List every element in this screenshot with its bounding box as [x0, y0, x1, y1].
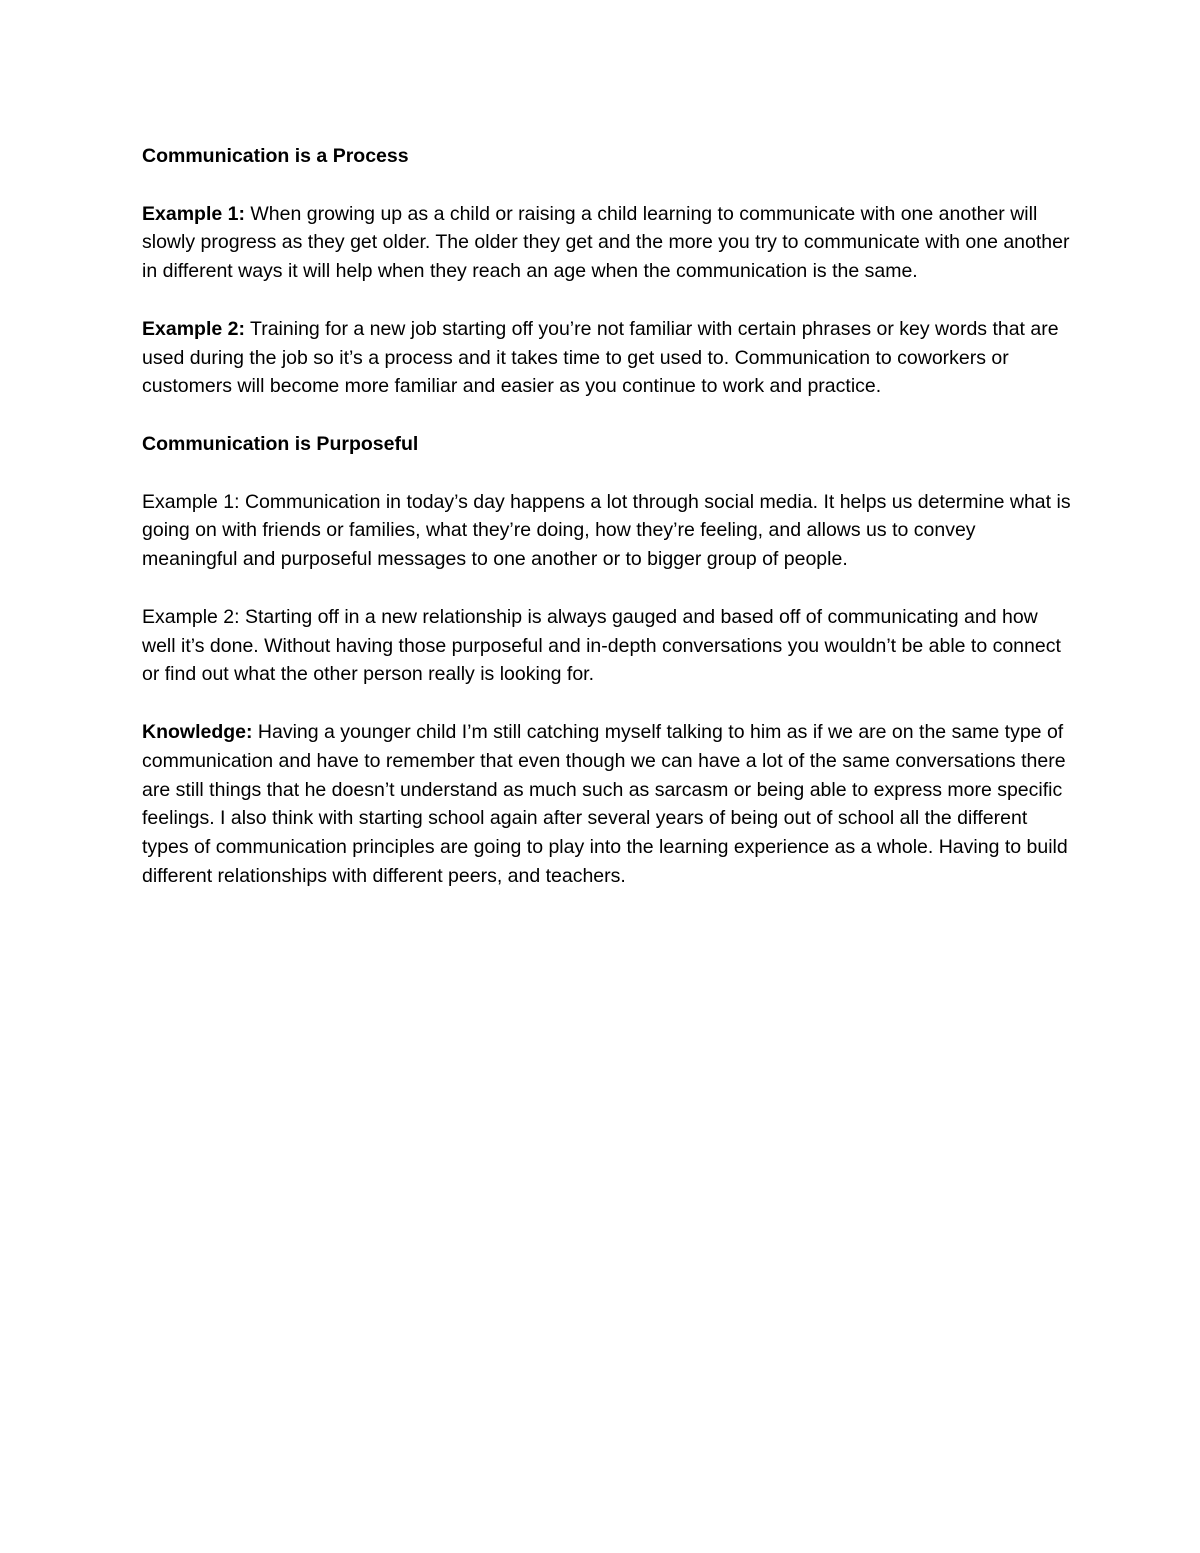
paragraph-knowledge: [142, 718, 1072, 891]
section-heading-purposeful: Communication is Purposeful: [142, 432, 419, 455]
paragraph-purposeful-example-2: Example 2: Starting off in a new relationship is always gauged and based off of communicating and how well it’s done. Without having those purposeful and in-depth conversations you wouldn’t be able to connect or find out what the other person really is looking for.: [142, 605, 1061, 686]
paragraph-text: When growing up as a child or raising a child learning to communicate with one another will slowly progress as they get older. The older they get and the more you try to communicate with one another in different ways it will help when they reach an age when the communication is the same.: [142, 202, 1070, 283]
section-heading-process: Communication is a Process: [142, 145, 409, 167]
paragraph-label: Example 2:: [142, 317, 245, 340]
paragraph-process-example-1: [142, 200, 1072, 286]
paragraph-text: Training for a new job starting off you’re not familiar with certain phrases or key words that are used during the job so it’s a process and it takes time to get used to. Communication to coworkers or customers will become more familiar and easier as you continue to work and practice.: [142, 317, 1059, 398]
paragraph-text: Having a younger child I’m still catching myself talking to him as if we are on the same type of communication and have to remember that even though we can have a lot of the same conversations there are still things that he doesn’t understand as much such as sarcasm or being able to express more specific feelings. I also think with starting school again after several years of being out of school all the different types of communication principles are going to play into the learning experience as a whole. Having to build different relationships with different peers, and teachers.: [142, 720, 1068, 887]
paragraph-label: Knowledge:: [142, 720, 253, 743]
paragraph-purposeful-example-1: Example 1: Communication in today’s day happens a lot through social media. It helps us determine what is going on with friends or families, what they’re doing, how they’re feeling, and allows us to convey meaningful and purposeful messages to one another or to bigger group of people.: [142, 490, 1071, 571]
paragraph-label: Example 1:: [142, 202, 245, 225]
document-body: [142, 142, 1072, 920]
paragraph-process-example-2: [142, 315, 1072, 401]
